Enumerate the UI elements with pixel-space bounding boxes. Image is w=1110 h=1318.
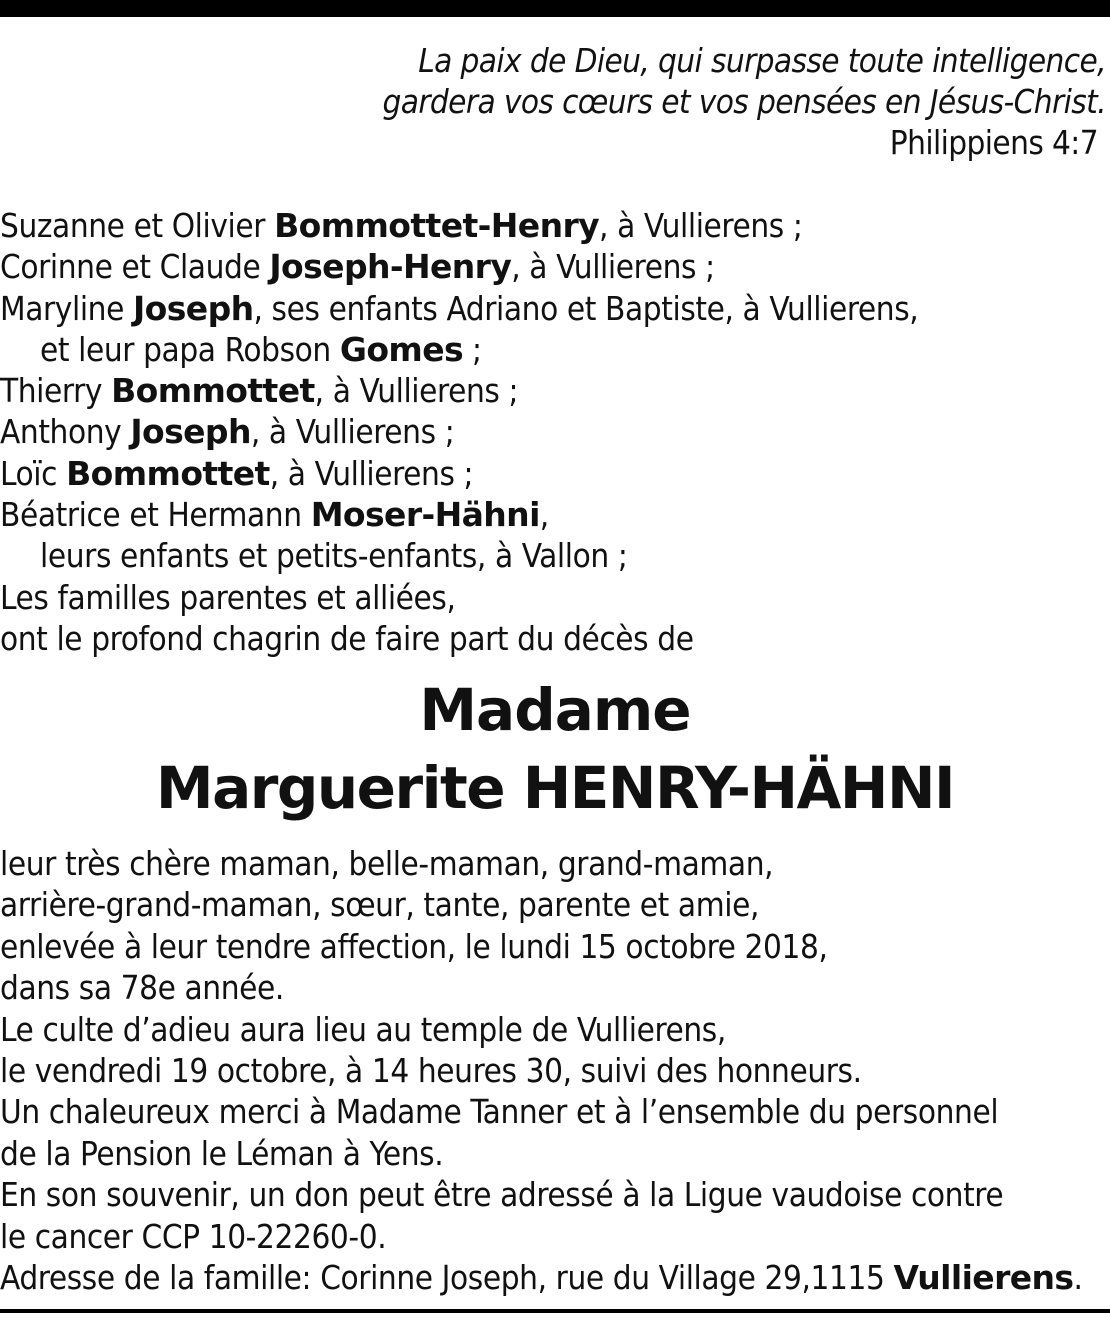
body-line: leur très chère maman, belle-maman, grand-maman,: [0, 844, 774, 883]
announcement-line: ont le profond chagrin de faire part du décès de: [0, 618, 694, 658]
body-line: le cancer CCP 10-22260-0.: [0, 1216, 387, 1256]
family-line: Anthony Joseph, à Vullierens ;: [0, 412, 455, 452]
bottom-rule: [0, 1309, 1110, 1313]
family-line: et leur papa Robson Gomes ;: [40, 329, 482, 369]
family-line: Corinne et Claude Joseph-Henry, à Vullierens ;: [0, 247, 715, 287]
body-line: enlevée à leur tendre affection, le lundi 15 octobre 2018,: [0, 926, 828, 966]
body-line: le vendredi 19 octobre, à 14 heures 30, suivi des honneurs.: [0, 1051, 862, 1091]
family-surname: Bommottet: [66, 453, 270, 493]
deceased-title: Madame: [419, 676, 691, 744]
family-surname: Gomes: [339, 329, 464, 369]
family-address: Adresse de la famille: Corinne Joseph, rue du Village 29,1115 Vullierens.: [0, 1258, 1083, 1298]
verse-reference: Philippiens 4:7: [889, 123, 1098, 162]
body-line: de la Pension le Léman à Yens.: [0, 1133, 444, 1173]
family-surname: Moser-Hähni: [310, 495, 540, 535]
family-line: Béatrice et Hermann Moser-Hähni,: [0, 495, 549, 535]
family-list: [0, 205, 1100, 659]
bible-verse: [206, 40, 1106, 163]
body-line: Le culte d’adieu aura lieu au temple de Vullierens,: [0, 1009, 726, 1049]
family-line: Loïc Bommottet, à Vullierens ;: [0, 453, 474, 493]
family-surname: Bommottet-Henry: [274, 206, 600, 245]
family-surname: Joseph: [130, 412, 251, 452]
family-surname: Joseph: [133, 288, 254, 328]
top-rule: [0, 0, 1110, 17]
family-line: Maryline Joseph, ses enfants Adriano et Baptiste, à Vullierens,: [0, 288, 919, 328]
verse-line-1: La paix de Dieu, qui surpasse toute intelligence,: [418, 41, 1106, 80]
body-line: Un chaleureux merci à Madame Tanner et à l’ensemble du personnel: [0, 1092, 999, 1132]
body-line: arrière-grand-maman, sœur, tante, parente et amie,: [0, 885, 759, 925]
family-line: leurs enfants et petits-enfants, à Vallon ;: [40, 536, 628, 576]
family-line: Les familles parentes et alliées,: [0, 577, 456, 617]
body-line: dans sa 78e année.: [0, 968, 284, 1008]
body-line: En son souvenir, un don peut être adressé à la Ligue vaudoise contre: [0, 1175, 1004, 1215]
deceased-name: Marguerite HENRY-HÄHNI: [155, 754, 955, 822]
obituary-body: [0, 843, 1108, 1298]
family-line: Thierry Bommottet, à Vullierens ;: [0, 371, 519, 411]
address-town: Vullierens: [893, 1258, 1074, 1298]
family-surname: Joseph-Henry: [269, 247, 512, 287]
deceased-name-block: [0, 676, 1110, 832]
family-line: Suzanne et Olivier Bommottet-Henry, à Vullierens ;: [0, 206, 803, 245]
verse-line-2: gardera vos cœurs et vos pensées en Jésus-Christ.: [382, 82, 1106, 121]
family-surname: Bommottet: [111, 371, 315, 411]
